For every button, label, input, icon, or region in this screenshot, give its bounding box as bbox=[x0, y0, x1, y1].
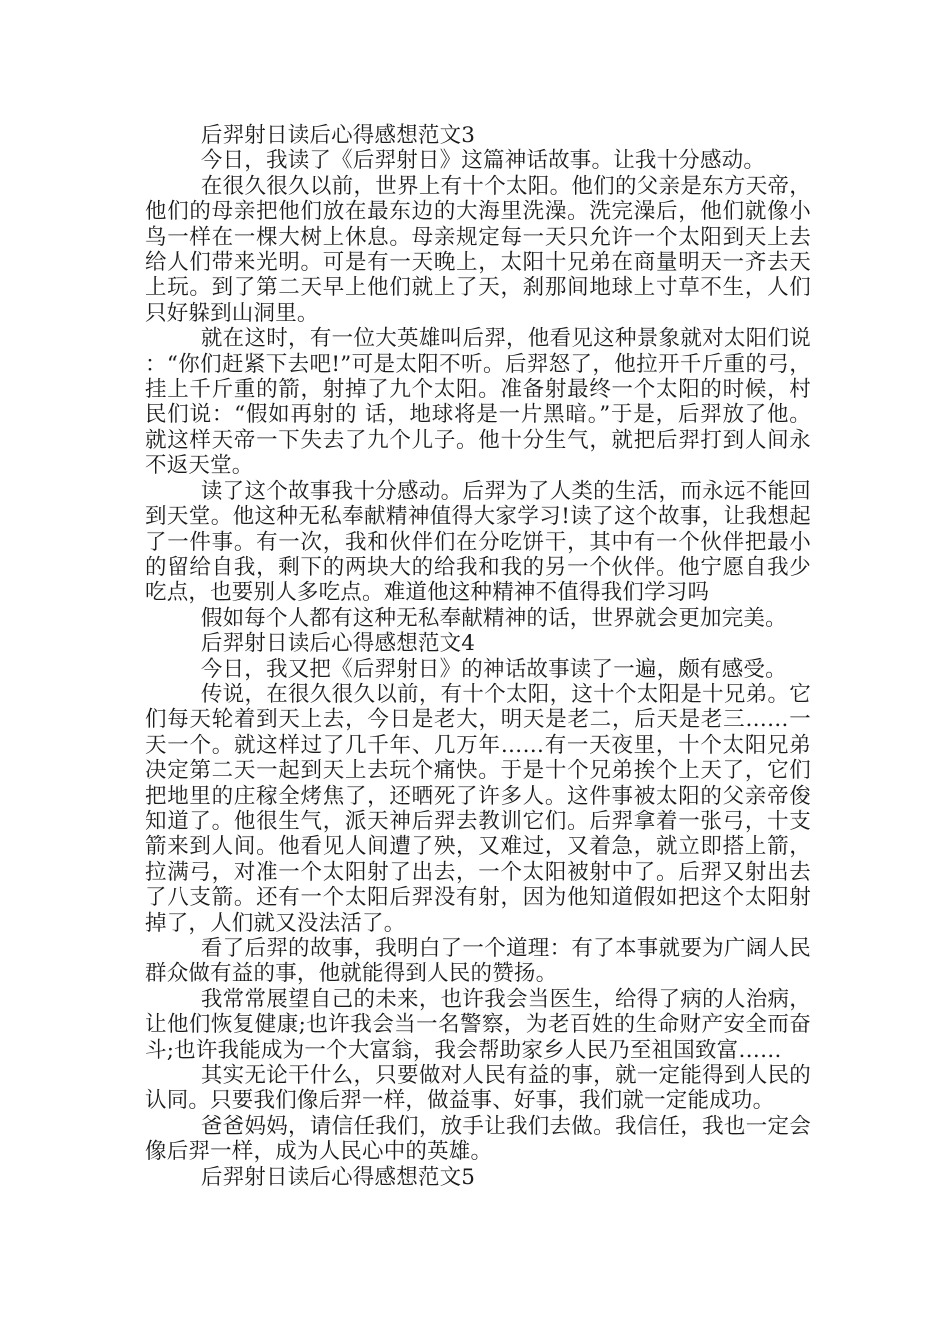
paragraph: 看了后羿的故事，我明白了一个道理：有了本事就要为广阔人民群众做有益的事，他就能得到人民的赞扬。 bbox=[145, 936, 811, 987]
section-heading: 后羿射日读后心得感想范文3 bbox=[200, 123, 476, 148]
document-body bbox=[145, 123, 811, 1190]
paragraph: 传说，在很久很久以前，有十个太阳，这十个太阳是十兄弟。它们每天轮着到天上去，今日是老大，明天是老二，后天是老三……一天一个。就这样过了几千年、几万年……有一天夜里，十个太阳兄弟决定第二天一起到天上去玩个痛快。于是十个兄弟挨个上天了，它们把地里的庄稼全烤焦了，还晒死了许多人。这件事被太阳的父亲帝俊知道了。他很生气，派天神后羿去教训它们。后羿拿着一张弓，十支箭来到人间。他看见人间遭了殃，又难过，又着急，就立即搭上箭，拉满弓，对准一个太阳射了出去，一个太阳被射中了。后羿又射出去了八支箭。还有一个太阳后羿没有射，因为他知道假如把这个太阳射掉了，人们就又没法活了。 bbox=[145, 681, 811, 936]
paragraph: 今日，我读了《后羿射日》这篇神话故事。让我十分感动。 bbox=[200, 148, 766, 174]
paragraph: 读了这个故事我十分感动。后羿为了人类的生活，而永远不能回到天堂。他这种无私奉献精神值得大家学习!读了这个故事，让我想起了一件事。有一次，我和伙伴们在分吃饼干，其中有一个伙伴把最小的留给自我，剩下的两块大的给我和我的另一个伙伴。他宁愿自我少吃点，也要别人多吃点。难道他这种精神不值得我们学习吗 bbox=[145, 478, 811, 606]
paragraph: 爸爸妈妈，请信任我们，放手让我们去做。我信任，我也一定会像后羿一样，成为人民心中的英雄。 bbox=[145, 1113, 811, 1165]
section-heading: 后羿射日读后心得感想范文4 bbox=[200, 631, 476, 657]
paragraph: 其实无论干什么，只要做对人民有益的事，就一定能得到人民的认同。只要我们像后羿一样，做益事、好事，我们就一定能成功。 bbox=[145, 1063, 811, 1114]
paragraph: 假如每个人都有这种无私奉献精神的话，世界就会更加完美。 bbox=[200, 605, 787, 631]
paragraph: 在很久很久以前，世界上有十个太阳。他们的父亲是东方天帝，他们的母亲把他们放在最东边的大海里洗澡。洗完澡后，他们就像小鸟一样在一棵大树上休息。母亲规定每一天只允许一个太阳到天上去给人们带来光明。可是有一天晚上，太阳十兄弟在商量明天一齐去天上玩。到了第二天早上他们就上了天，刹那间地球上寸草不生，人们只好躲到山洞里。 bbox=[145, 173, 811, 326]
paragraph: 就在这时，有一位大英雄叫后羿，他看见这种景象就对太阳们说：“你们赶紧下去吧!”可是太阳不听。后羿怒了，他拉开千斤重的弓，挂上千斤重的箭，射掉了九个太阳。准备射最终一个太阳的时候，村民们说：“假如再射的 话，地球将是一片黑暗。”于是，后羿放了他。就这样天帝一下失去了九个儿子。他十分生气，就把后羿打到人间永不返天堂。 bbox=[145, 326, 811, 479]
section-heading: 后羿射日读后心得感想范文5 bbox=[200, 1164, 476, 1190]
paragraph: 今日，我又把《后羿射日》的神话故事读了一遍，颇有感受。 bbox=[200, 656, 787, 682]
paragraph: 我常常展望自己的未来，也许我会当医生，给得了病的人治病，让他们恢复健康;也许我会当一名警察，为老百姓的生命财产安全而奋斗;也许我能成为一个大富翁，我会帮助家乡人民乃至祖国致富…… bbox=[145, 986, 811, 1063]
